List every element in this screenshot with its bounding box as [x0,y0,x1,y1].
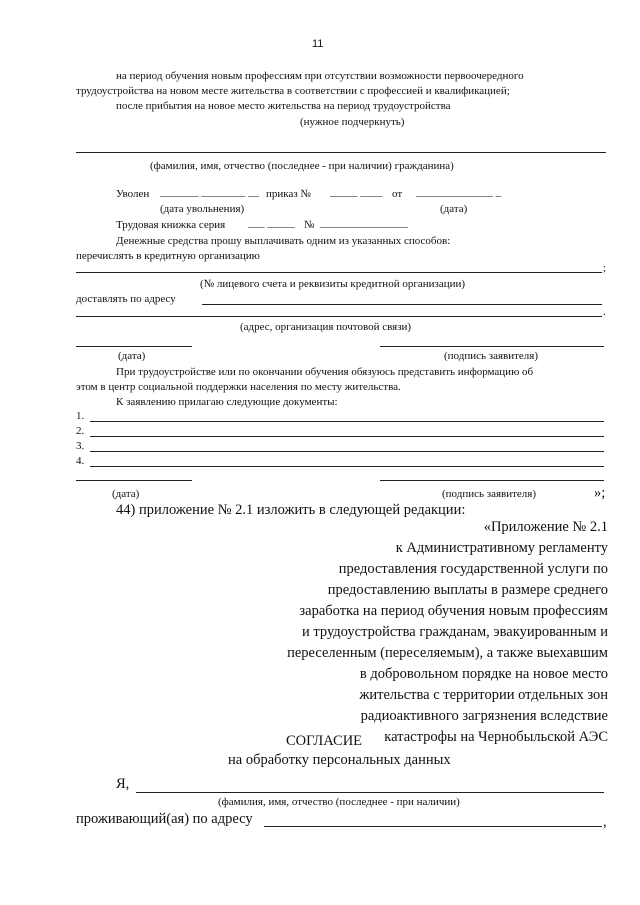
intro-note: (нужное подчеркнуть) [300,116,405,128]
appendix-line-4: предоставлению выплаты в размере среднего [327,582,608,598]
consent-fio-line[interactable] [136,792,604,793]
date-line-1[interactable] [76,346,192,347]
attachments-title: К заявлению прилагаю следующие документы: [116,396,338,408]
attachment-line-1[interactable] [90,421,604,422]
appendix-line-10: радиоактивного загрязнения вследствие [360,708,608,724]
workbook-series-blank[interactable]: ___ _____ [248,217,295,229]
bank-account-caption: (№ лицевого счета и реквизиты кредитной организации) [200,278,466,290]
page-number: 11 [312,38,324,50]
signature-line-2[interactable] [380,480,604,481]
intro-line-3: после прибытия на новое место жительства на период трудоустройства [116,100,451,112]
consent-i-label: Я, [116,776,130,792]
clause-44: 44) приложение № 2.1 изложить в следующей редакции: [116,502,466,518]
intro-line-2: трудоустройства на новом месте жительства в соответствии с профессией и квалификацией; [76,85,510,97]
appendix-line-9: жительства с территории отдельных зон [359,687,608,703]
signature-line-1[interactable] [380,346,604,347]
dismissal-order-label: приказ № [266,188,311,200]
delivery-address-caption: (адрес, организация почтовой связи) [240,321,412,333]
intro-line-1: на период обучения новым профессиям при отсутствии возможности первоочередного [116,70,524,82]
obligation-line-2: этом в центр социальной поддержки населения по месту жительства. [76,381,401,393]
workbook-number-label: № [304,219,315,231]
dismissal-order-blank[interactable]: _____ ____ [330,186,383,198]
consent-title: СОГЛАСИЕ [286,733,363,749]
obligation-line-1: При трудоустройстве или по окончании обучения обязуюсь представить информацию об [116,366,534,378]
bank-account-line[interactable] [76,272,602,273]
dismissal-from-blank[interactable]: ______________ _ [416,186,502,198]
consent-address-label: проживающий(ая) по адресу [76,811,253,827]
fio-line[interactable] [76,152,606,153]
appendix-line-11: катастрофы на Чернобыльской АЭС [384,729,608,745]
dismissal-label: Уволен [116,188,150,200]
payment-address-option: доставлять по адресу [76,293,176,305]
attachment-number-2: 2. [76,425,85,437]
delivery-address-line-2[interactable] [76,316,602,317]
attachment-line-3[interactable] [90,451,604,452]
payment-bank-option: перечислять в кредитную организацию [76,250,260,262]
bank-line-semicolon: ; [603,262,607,274]
payment-intro: Денежные средства прошу выплачивать одним из указанных способов: [116,235,451,247]
appendix-line-3: предоставления государственной услуги по [338,561,608,577]
workbook-number-blank[interactable]: ________________ [320,217,408,229]
fio-caption: (фамилия, имя, отчество (последнее - при наличии) гражданина) [150,160,454,172]
quote-close: »; [594,485,606,501]
attachment-number-3: 3. [76,440,85,452]
date-caption-2: (дата) [112,488,140,500]
attachment-number-1: 1. [76,410,85,422]
attachment-line-2[interactable] [90,436,604,437]
signature-caption-2: (подпись заявителя) [442,488,537,500]
attachment-line-4[interactable] [90,466,604,467]
workbook-label: Трудовая книжка серия [116,219,226,231]
appendix-line-6: и трудоустройства гражданам, эвакуированным и [302,624,608,640]
appendix-line-1: «Приложение № 2.1 [483,519,608,535]
dismissal-date-blank[interactable]: _______ ________ __ [160,186,259,198]
consent-fio-caption: (фамилия, имя, отчество (последнее - при наличии) [218,796,460,808]
delivery-address-line-1[interactable] [202,304,602,305]
consent-subtitle: на обработку персональных данных [228,752,451,768]
date-line-2[interactable] [76,480,192,481]
date-caption-1: (дата) [118,350,146,362]
attachment-number-4: 4. [76,455,85,467]
appendix-line-8: в добровольном порядке на новое место [359,666,608,682]
appendix-line-5: заработка на период обучения новым профессиям [299,603,608,619]
consent-address-comma: , [603,814,607,830]
dismissal-date-caption: (дата увольнения) [160,203,245,215]
delivery-line-period: . [603,306,606,318]
signature-caption-1: (подпись заявителя) [444,350,539,362]
dismissal-from-label: от [392,188,403,200]
consent-address-line[interactable] [264,826,602,827]
dismissal-order-date-caption: (дата) [440,203,468,215]
appendix-line-7: переселенным (переселяемым), а также выехавшим [287,645,608,661]
appendix-line-2: к Административному регламенту [395,540,608,556]
